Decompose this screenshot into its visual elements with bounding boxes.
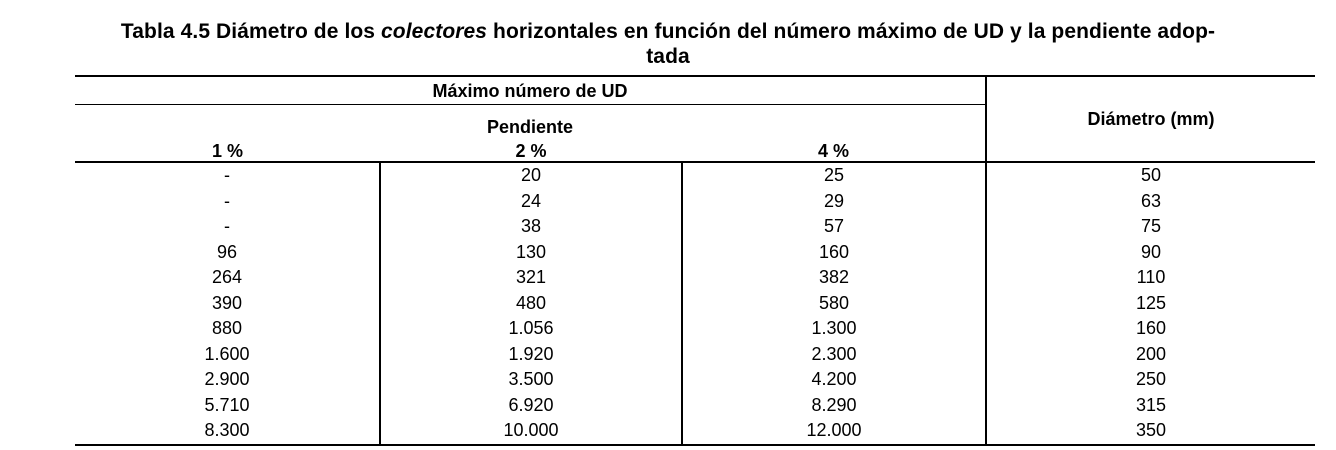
cell-slope-4: 2.300 [682,342,986,368]
header-diameter: Diámetro (mm) [986,76,1315,162]
cell-slope-4: 12.000 [682,418,986,445]
header-row-group [75,76,1315,105]
cell-diameter: 75 [986,214,1315,240]
table-row [75,342,1315,368]
table-body [75,162,1315,445]
table-row [75,316,1315,342]
cell-slope-1: 1.600 [204,343,250,364]
caption-line-2: tada [646,45,690,68]
cell-slope-1: 2.900 [204,369,250,389]
caption-italic-term: colectores [381,20,488,43]
cell-slope-4: 580 [682,291,986,317]
cell-slope-2: 3.500 [380,367,682,393]
cell-slope-4: 160 [682,240,986,266]
cell-diameter: 90 [986,240,1315,266]
cell-slope-2: 321 [380,265,682,291]
cell-slope-2: 130 [380,240,682,266]
cell-diameter: 50 [986,162,1315,189]
cell-slope-1: - [224,190,230,211]
cell-slope-4: 382 [682,265,986,291]
cell-slope-4: 57 [682,214,986,240]
cell-slope-1: 96 [216,241,238,262]
cell-slope-1: 880 [211,318,243,338]
table-row [75,214,1315,240]
cell-diameter: 200 [986,342,1315,368]
cell-slope-2: 6.920 [380,393,682,419]
header-slope-4: 4 % [682,137,986,162]
cell-slope-1: 390 [211,292,243,313]
header-max-ud: Máximo número de UD [75,76,986,105]
table-row [75,162,1315,189]
table-caption [0,19,1336,69]
cell-diameter: 315 [986,393,1315,419]
table-header [75,76,1315,162]
cell-diameter: 350 [986,418,1315,445]
cell-slope-2: 1.056 [380,316,682,342]
table-row [75,291,1315,317]
collector-diameter-table [75,75,1315,446]
header-slope-2: 2 % [380,137,682,162]
table-row [75,367,1315,393]
cell-slope-2: 38 [380,214,682,240]
caption-text-start: Tabla 4.5 Diámetro de los [120,20,382,43]
cell-slope-4: 4.200 [682,367,986,393]
cell-slope-4: 1.300 [682,316,986,342]
cell-slope-2: 480 [380,291,682,317]
header-slope-1: 1 % [75,137,380,162]
cell-diameter: 160 [986,316,1315,342]
table-row [75,189,1315,215]
cell-diameter: 63 [986,189,1315,215]
cell-slope-1: - [224,165,230,185]
cell-slope-2: 20 [380,162,682,189]
cell-slope-1: 5.710 [204,394,250,415]
cell-slope-4: 25 [682,162,986,189]
table-row [75,265,1315,291]
header-pendiente: Pendiente [486,117,574,137]
cell-diameter: 125 [986,291,1315,317]
caption-text-end: horizontales en función del número máximo de UD y la pendiente adop- [487,20,1216,43]
cell-diameter: 250 [986,367,1315,393]
cell-slope-2: 10.000 [380,418,682,445]
cell-slope-4: 8.290 [682,393,986,419]
cell-diameter: 110 [986,265,1315,291]
cell-slope-1: - [224,216,230,236]
cell-slope-4: 29 [682,189,986,215]
cell-slope-2: 24 [380,189,682,215]
cell-slope-2: 1.920 [380,342,682,368]
caption-line-1 [0,19,1336,44]
cell-slope-1: 264 [211,267,243,287]
table-row [75,418,1315,445]
table-row [75,240,1315,266]
cell-slope-1: 8.300 [75,418,380,445]
table-row [75,393,1315,419]
